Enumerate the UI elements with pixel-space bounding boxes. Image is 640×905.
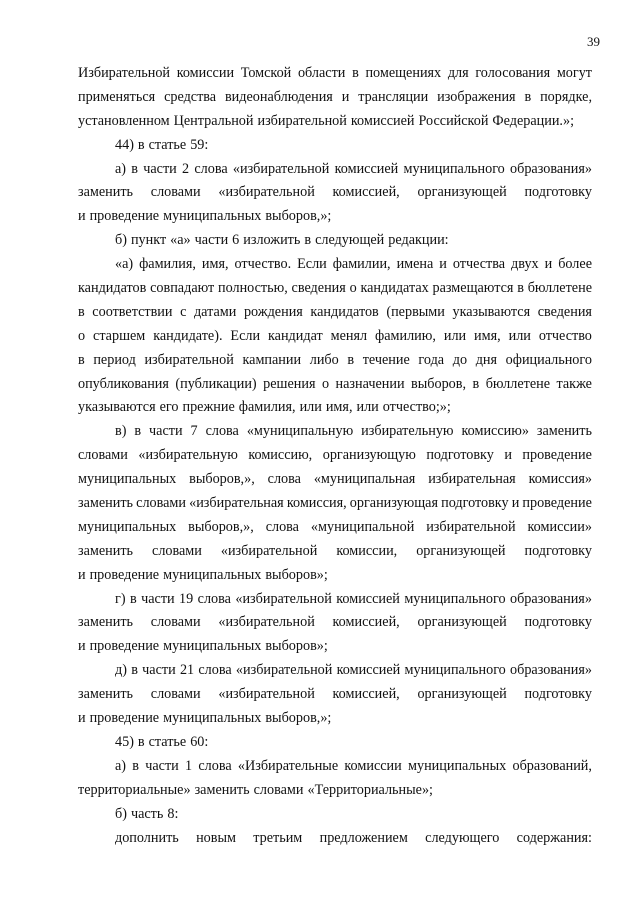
word: и: [439, 256, 447, 273]
word: «а»: [170, 232, 191, 249]
word: новым: [196, 829, 236, 846]
word: словами: [152, 542, 202, 559]
word: и: [544, 256, 553, 273]
word: помещениях: [365, 65, 442, 81]
word: отчество.: [234, 256, 292, 273]
text-line: [78, 755, 592, 779]
word: и: [341, 88, 350, 105]
word: области: [297, 65, 346, 81]
word: часть: [130, 805, 164, 822]
word: порядке,: [540, 88, 592, 105]
word: организующей: [416, 542, 506, 559]
word: комиссии»: [527, 518, 592, 535]
word: кандидатов: [78, 280, 147, 297]
word: в: [132, 757, 139, 774]
word: выборов,»,: [189, 471, 255, 488]
word: двух: [511, 256, 539, 273]
word: имя,: [201, 256, 229, 273]
word: «избирательной: [218, 686, 315, 703]
text-line: [78, 683, 592, 707]
word: Если: [230, 327, 261, 344]
word: слова: [197, 590, 231, 607]
word: организующая: [349, 495, 439, 512]
word: избирательной: [426, 518, 516, 535]
word: «избирательную: [138, 447, 238, 464]
word: подготовку: [441, 495, 509, 512]
word: бюллетене: [527, 280, 592, 297]
word: и: [78, 566, 86, 583]
word: муниципального: [403, 160, 505, 177]
text-line: [78, 62, 592, 86]
word: в): [115, 423, 127, 440]
text-line: [78, 134, 592, 158]
text-line: [78, 110, 592, 134]
word: 21: [179, 662, 195, 679]
word: муниципальных: [78, 471, 177, 488]
word: или: [443, 327, 467, 344]
word: заменить: [78, 184, 134, 201]
word: в: [472, 375, 480, 392]
word: кандидат: [267, 327, 323, 344]
word: образований,: [512, 757, 592, 774]
word: Российской: [418, 112, 489, 129]
word: прежние: [182, 399, 235, 416]
word: кандидатов: [310, 303, 379, 320]
text-line: [78, 181, 592, 205]
word: трансляции: [358, 88, 429, 105]
word: слова: [265, 518, 299, 535]
word: «муниципальную: [246, 423, 354, 440]
word: комиссию»: [461, 423, 529, 440]
word: фамилия,: [238, 399, 296, 416]
word: словами: [136, 495, 187, 512]
word: подготовку: [426, 447, 494, 464]
word: муниципальных: [163, 566, 262, 583]
word: 2: [182, 160, 190, 177]
word: кандидатах: [360, 280, 429, 297]
word: указываются: [452, 303, 531, 320]
word: голосования: [475, 65, 551, 81]
word: отчество: [538, 327, 592, 344]
word: б): [115, 232, 127, 249]
word: избирательную: [361, 423, 454, 440]
word: о: [78, 327, 86, 344]
word: (публикации): [175, 375, 257, 392]
word: отчество;»;: [382, 399, 451, 416]
word: либо: [309, 351, 339, 368]
word: 45): [115, 733, 134, 750]
word: в: [131, 662, 138, 679]
word: бюллетене: [485, 375, 551, 392]
word: о: [321, 375, 330, 392]
word: применяться: [78, 88, 156, 105]
word: третьим: [253, 829, 303, 846]
word: 6: [232, 232, 240, 249]
word: образования»: [510, 590, 592, 607]
word: «избирательная: [189, 495, 284, 512]
word: или: [356, 399, 379, 416]
word: указываются: [78, 399, 156, 416]
text-line: [78, 588, 592, 612]
text-line: [78, 803, 592, 827]
word: фамилия,: [139, 256, 196, 273]
word: словами: [78, 447, 128, 464]
word: словами: [253, 781, 304, 798]
word: территориальные»: [78, 781, 191, 798]
word: словами: [150, 184, 201, 201]
word: статье: [148, 733, 187, 750]
word: образования»: [510, 662, 592, 679]
word: опубликования: [78, 375, 169, 392]
word: Если: [297, 256, 327, 273]
word: до: [452, 351, 468, 368]
text-line: [78, 731, 592, 755]
word: словами: [150, 686, 201, 703]
text-line: [78, 349, 592, 373]
word: подготовку: [524, 686, 592, 703]
word: подготовку: [524, 184, 592, 201]
word: части: [194, 232, 229, 249]
word: подготовку: [524, 542, 592, 559]
word: части: [143, 160, 177, 177]
word: части: [145, 757, 179, 774]
word: комиссии: [176, 65, 235, 81]
word: совпадают: [150, 280, 215, 297]
word: 19: [179, 590, 194, 607]
word: муниципального: [404, 662, 506, 679]
word: заменить: [78, 495, 134, 512]
word: Избирательной: [78, 65, 171, 81]
word: комиссией: [334, 160, 399, 177]
word: 60:: [190, 733, 209, 750]
text-line: [78, 325, 592, 349]
word: имя,: [325, 399, 353, 416]
word: а): [115, 160, 127, 177]
word: слова: [194, 160, 228, 177]
word: рождения: [243, 303, 303, 320]
word: установленном: [78, 112, 170, 129]
word: датами: [193, 303, 237, 320]
word: менял: [330, 327, 368, 344]
word: (первыми: [386, 303, 445, 320]
word: слова: [198, 662, 232, 679]
word: части: [141, 590, 175, 607]
word: б): [115, 805, 127, 822]
text-line: [78, 86, 592, 110]
word: в: [347, 351, 355, 368]
word: комиссией: [336, 662, 401, 679]
word: и: [78, 208, 86, 225]
word: или: [299, 399, 322, 416]
word: слова: [198, 757, 232, 774]
word: слова: [267, 471, 301, 488]
word: «избирательной: [220, 542, 318, 559]
word: муниципальных: [163, 638, 262, 655]
text-line: [78, 396, 592, 420]
word: Федерации.»;: [492, 112, 575, 129]
word: выборов,»;: [265, 710, 332, 727]
word: в: [134, 423, 142, 440]
word: в: [78, 303, 85, 320]
word: муниципального: [404, 590, 506, 607]
word: года: [418, 351, 445, 368]
word: с: [180, 303, 187, 320]
word: в: [78, 351, 85, 368]
word: организующей: [417, 686, 507, 703]
word: «избирательной: [232, 160, 330, 177]
word: видеонаблюдения: [224, 88, 333, 105]
word: «избирательной: [235, 662, 333, 679]
word: образования»: [510, 160, 592, 177]
word: слова: [205, 423, 239, 440]
word: комиссией,: [332, 614, 400, 631]
text-line: [78, 492, 592, 516]
word: в: [131, 160, 138, 177]
word: проведение: [89, 710, 160, 727]
word: заменить: [78, 614, 134, 631]
word: проведение: [522, 495, 592, 512]
word: комиссией: [350, 112, 415, 129]
text-line: [78, 635, 592, 659]
text-line: [78, 301, 592, 325]
word: комиссии: [344, 757, 402, 774]
word: изображения: [437, 88, 516, 105]
word: в: [137, 733, 145, 750]
word: редакции:: [388, 232, 449, 249]
word: содержания:: [516, 829, 592, 846]
word: комиссия»: [528, 471, 592, 488]
word: комиссии,: [336, 542, 398, 559]
word: дополнить: [115, 829, 179, 846]
word: организующей: [417, 184, 507, 201]
word: соответствии: [92, 303, 173, 320]
text-line: [78, 158, 592, 182]
text-line: [78, 540, 592, 564]
word: фамилии,: [332, 256, 391, 273]
word: комиссией,: [332, 184, 400, 201]
word: о: [349, 280, 357, 297]
word: 7: [190, 423, 198, 440]
word: избирательной: [144, 351, 234, 368]
text-line: [78, 827, 592, 851]
word: проведение: [89, 566, 160, 583]
word: комиссией,: [332, 686, 400, 703]
word: имя,: [474, 327, 501, 344]
word: и: [78, 710, 86, 727]
word: комиссией: [336, 590, 400, 607]
word: период: [93, 351, 136, 368]
word: в: [352, 65, 359, 81]
word: «Избирательные: [237, 757, 339, 774]
word: для: [447, 65, 469, 81]
text-line: [78, 373, 592, 397]
word: «избирательной: [218, 614, 315, 631]
word: «Территориальные»;: [307, 781, 433, 798]
word: кандидате).: [153, 327, 223, 344]
word: в: [304, 232, 312, 249]
word: муниципальных: [163, 208, 262, 225]
word: 44): [115, 136, 134, 153]
word: части: [149, 423, 183, 440]
word: сведения: [291, 280, 346, 297]
word: кампании: [242, 351, 302, 368]
word: части: [142, 662, 176, 679]
word: а): [115, 757, 127, 774]
word: размещаются: [432, 280, 514, 297]
word: предложением: [319, 829, 408, 846]
text-line: [78, 659, 592, 683]
text-line: [78, 707, 592, 731]
word: Томской: [240, 65, 292, 81]
word: «избирательной: [235, 590, 332, 607]
word: муниципальных: [78, 518, 177, 535]
word: муниципальных: [408, 757, 507, 774]
word: пункт: [130, 232, 167, 249]
word: полностью,: [218, 280, 288, 297]
text-line: [78, 516, 592, 540]
word: г): [115, 590, 126, 607]
text-line: [78, 420, 592, 444]
word: могут: [556, 65, 592, 81]
word: выборов,: [411, 375, 467, 392]
word: решения: [263, 375, 316, 392]
word: и: [504, 447, 512, 464]
word: 8:: [167, 805, 179, 822]
text-line: [78, 468, 592, 492]
text-line: [78, 229, 592, 253]
text-line: [78, 444, 592, 468]
word: избирательной: [257, 112, 347, 129]
word: выборов,»,: [188, 518, 254, 535]
word: проведение: [89, 208, 160, 225]
word: организующей: [417, 614, 507, 631]
word: назначении: [335, 375, 405, 392]
word: д): [115, 662, 127, 679]
word: дня: [475, 351, 498, 368]
word: в: [524, 88, 532, 105]
word: проведение: [89, 638, 160, 655]
word: 1: [185, 757, 193, 774]
word: более: [558, 256, 592, 273]
page-number: 39: [587, 34, 600, 49]
word: подготовку: [524, 614, 592, 631]
word: также: [556, 375, 592, 392]
word: заменить: [78, 542, 134, 559]
word: заменить: [194, 781, 250, 798]
word: его: [159, 399, 179, 416]
word: в: [517, 280, 524, 297]
word: официального: [505, 351, 592, 368]
word: сведения: [537, 303, 592, 320]
word: «избирательной: [218, 184, 315, 201]
text-line: [78, 253, 592, 277]
word: статье: [148, 136, 187, 153]
text-line: [78, 205, 592, 229]
word: выборов»;: [265, 638, 328, 655]
word: течение: [362, 351, 410, 368]
text-line: [78, 277, 592, 301]
word: муниципальных: [163, 710, 262, 727]
document-body: [78, 62, 592, 850]
word: имена: [396, 256, 434, 273]
text-line: [78, 779, 592, 803]
word: избирательная: [428, 471, 516, 488]
word: и: [511, 495, 520, 512]
word: отчества: [452, 256, 506, 273]
word: заменить: [536, 423, 592, 440]
word: в: [129, 590, 137, 607]
word: изложить: [243, 232, 301, 249]
word: выборов»;: [265, 566, 328, 583]
text-line: [78, 611, 592, 635]
word: или: [508, 327, 531, 344]
word: следующего: [425, 829, 500, 846]
word: словами: [150, 614, 201, 631]
word: проведение: [522, 447, 592, 464]
text-line: [78, 564, 592, 588]
word: средства: [164, 88, 217, 105]
word: 59:: [190, 136, 209, 153]
word: заменить: [78, 686, 134, 703]
word: старшем: [93, 327, 146, 344]
word: выборов,»;: [265, 208, 332, 225]
word: в: [137, 136, 145, 153]
word: фамилию,: [375, 327, 436, 344]
word: комиссию,: [248, 447, 313, 464]
word: следующей: [315, 232, 385, 249]
word: организующую: [322, 447, 416, 464]
word: «а): [115, 256, 134, 273]
word: «муниципальной: [310, 518, 415, 535]
word: и: [78, 638, 86, 655]
word: «муниципальная: [313, 471, 416, 488]
word: комиссия,: [286, 495, 347, 512]
word: Центральной: [173, 112, 254, 129]
